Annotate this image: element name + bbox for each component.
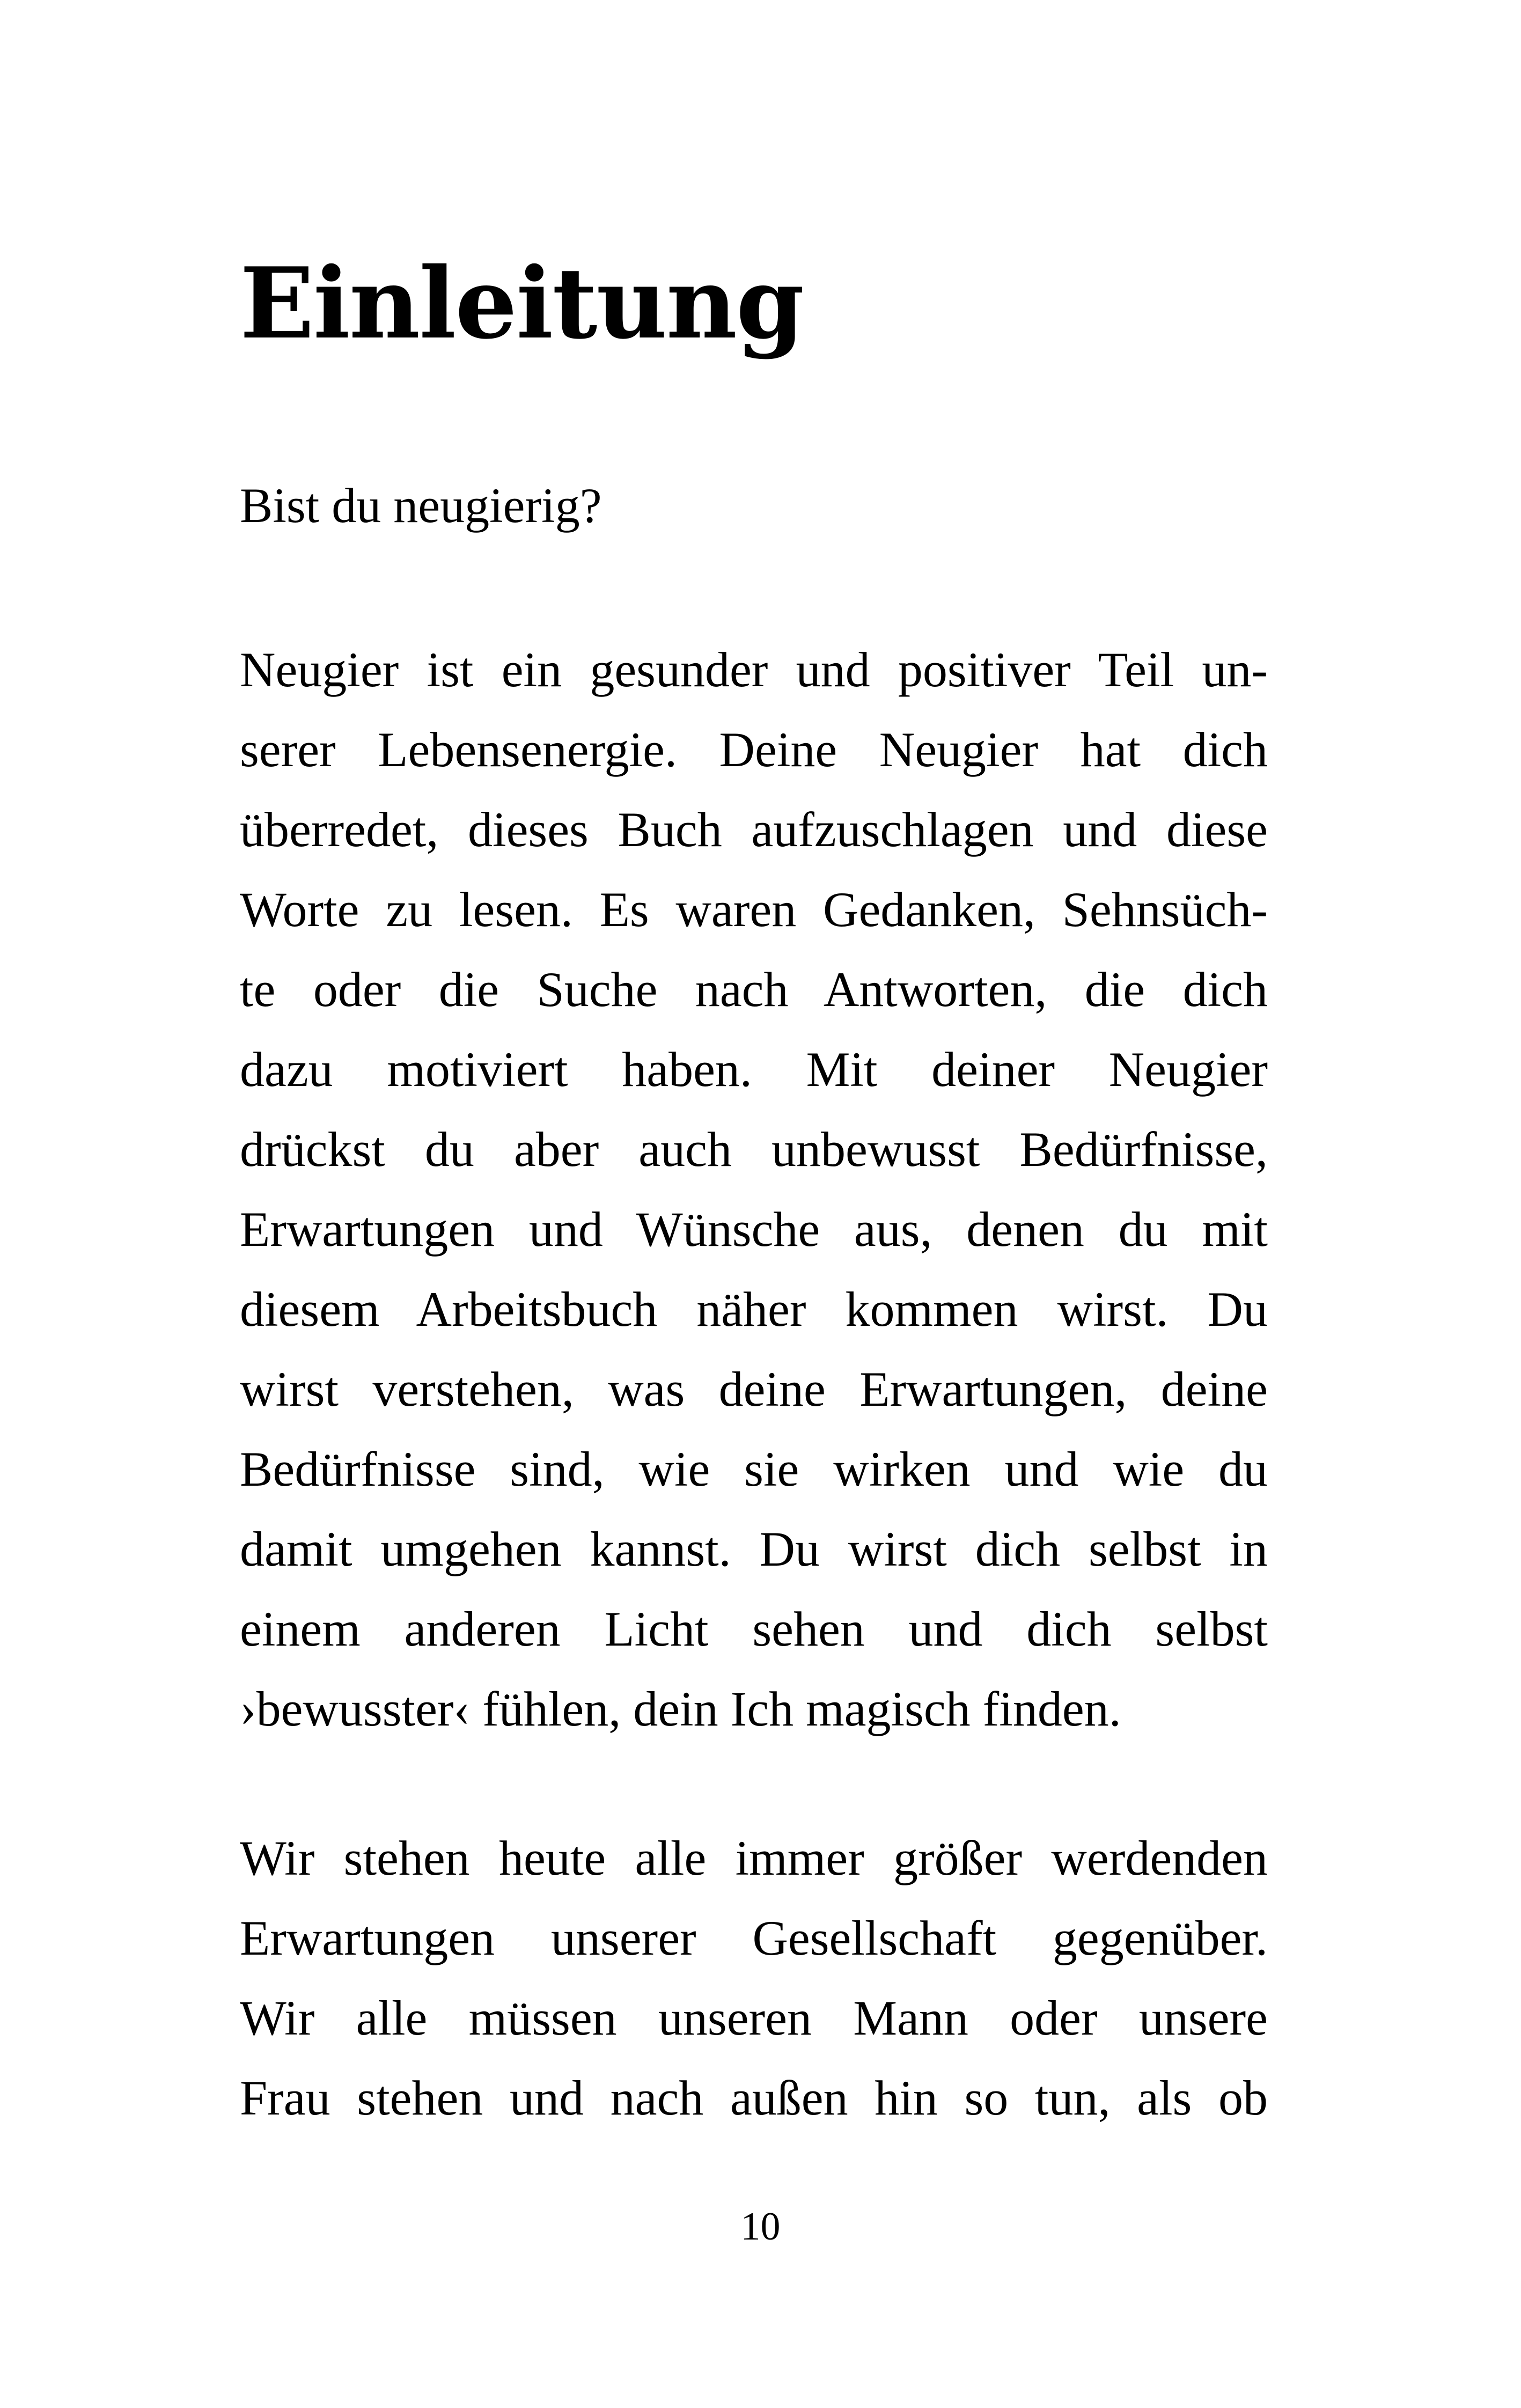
paragraph-line: überredet, dieses Buch aufzuschlagen und diese xyxy=(240,802,1268,857)
paragraph-line: drückst du aber auch unbewusst Bedürfnisse, xyxy=(240,1122,1268,1177)
paragraph-line: te oder die Suche nach Antworten, die dich xyxy=(240,962,1268,1017)
paragraph-line: dazu motiviert haben. Mit deiner Neugier xyxy=(240,1042,1268,1097)
paragraph-line: ›bewusster‹ fühlen, dein Ich magisch finden. xyxy=(240,1682,1121,1736)
paragraph-line: Erwartungen unserer Gesellschaft gegenüber. xyxy=(240,1911,1268,1965)
chapter-title: Einleitung xyxy=(240,246,804,361)
paragraph-1 xyxy=(240,466,1268,546)
paragraph-line: Frau stehen und nach außen hin so tun, als ob xyxy=(240,2071,1268,2125)
paragraph-line: wirst verstehen, was deine Erwartungen, deine xyxy=(240,1362,1268,1416)
paragraph-line: serer Lebensenergie. Deine Neugier hat dich xyxy=(240,722,1268,777)
paragraph-line: Wir stehen heute alle immer größer werdenden xyxy=(240,1831,1268,1885)
paragraph-3 xyxy=(240,1818,1268,2138)
page-number: 10 xyxy=(740,2205,781,2249)
paragraph-line: diesem Arbeitsbuch näher kommen wirst. Du xyxy=(240,1282,1268,1337)
paragraph-line: Erwartungen und Wünsche aus, denen du mit xyxy=(240,1202,1268,1257)
paragraph-line: Bist du neugierig? xyxy=(240,478,602,533)
paragraph-2 xyxy=(240,630,1268,1749)
paragraph-line: Wir alle müssen unseren Mann oder unsere xyxy=(240,1991,1268,2045)
paragraph-line: Bedürfnisse sind, wie sie wirken und wie du xyxy=(240,1442,1268,1496)
paragraph-line: Neugier ist ein gesunder und positiver Teil un- xyxy=(240,642,1268,697)
paragraph-line: Worte zu lesen. Es waren Gedanken, Sehnsüch- xyxy=(240,882,1268,937)
paragraph-line: damit umgehen kannst. Du wirst dich selbst in xyxy=(240,1522,1268,1576)
paragraph-line: einem anderen Licht sehen und dich selbst xyxy=(240,1602,1268,1656)
